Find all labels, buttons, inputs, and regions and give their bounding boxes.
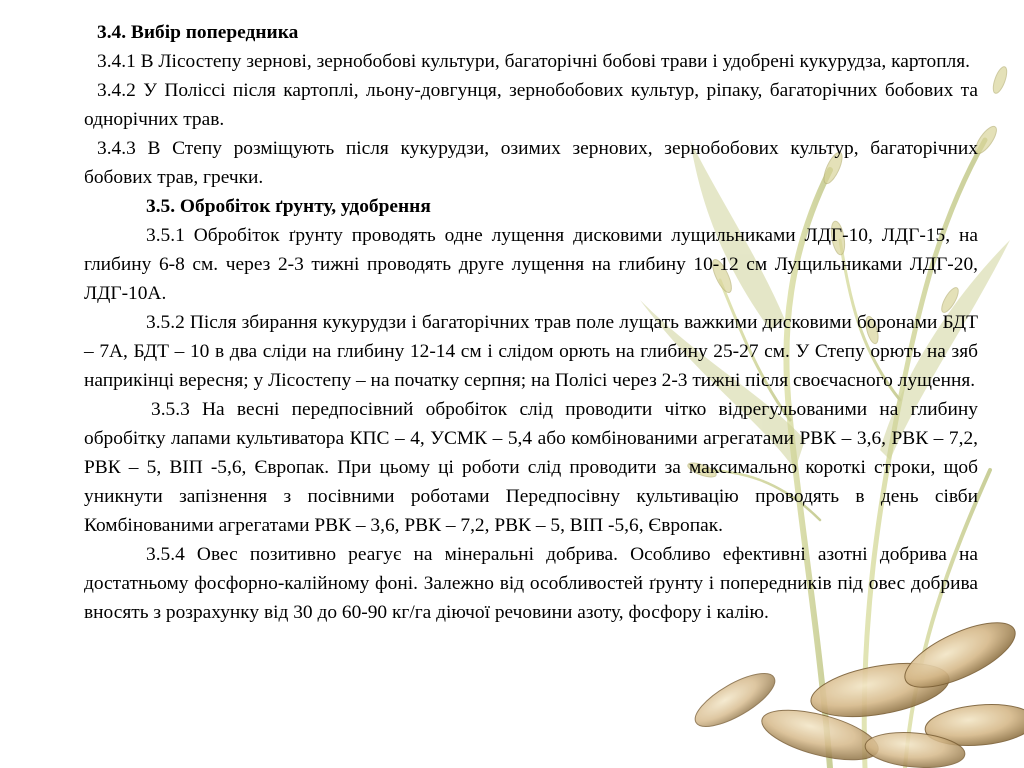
paragraph-3-5-2: 3.5.2 Після збирання кукурудзи і багаторічних трав поле лущать важкими дисковими боронами БДТ – 7А, БДТ – 10 в два сліди на глибину 12-14 см і слідом орють на глибину 25-27 см. У Степу орють на зяб наприкінці вересня; у Лісостепу – на початку серпня; на Полісі через 2-3 тижні після своєчасного лущення.	[84, 312, 978, 391]
section-heading-3-4: 3.4. Вибір попередника	[97, 22, 299, 43]
document-body	[84, 18, 978, 627]
paragraph-3-4-1: 3.4.1 В Лісостепу зернові, зернобобові культури, багаторічні бобові трави і удобрені кукурудза, картопля.	[97, 51, 971, 72]
paragraph-3-4-2: 3.4.2 У Поліссі після картоплі, льону-довгунця, зернобобових культур, ріпаку, багаторічних бобових та однорічних трав.	[84, 80, 978, 130]
section-heading-3-5: 3.5. Обробіток ґрунту, удобрення	[146, 196, 431, 217]
paragraph-3-5-3: 3.5.3 На весні передпосівний обробіток слід проводити чітко відрегульованими на глибину обробітку лапами культиватора КПС – 4, УСМК – 5,4 або комбінованими агрегатами РВК – 3,6, РВК – 7,2, РВК – 5, ВІП -5,6, Європак. При цьому ці роботи слід проводити за максимально короткі строки, щоб уникнути запізнення з посівними роботами Передпосівну культивацію проводять в день сівби Комбінованими агрегатами РВК – 3,6, РВК – 7,2, РВК – 5, ВІП -5,6, Європак.	[84, 399, 978, 536]
paragraph-3-5-1: 3.5.1 Обробіток ґрунту проводять одне лущення дисковими лущильниками ЛДГ-10, ЛДГ-15, на глибину 6-8 см. через 2-3 тижні проводять друге лущення на глибину 10-12 см Лущильниками ЛДГ-20, ЛДГ-10А.	[84, 225, 978, 304]
oat-grains	[688, 610, 1024, 768]
paragraph-3-4-3: 3.4.3 В Степу розміщують після кукурудзи, озимих зернових, зернобобових культур, багаторічних бобових трав, гречки.	[84, 138, 978, 188]
paragraph-3-5-4: 3.5.4 Овес позитивно реагує на мінеральні добрива. Особливо ефективні азотні добрива на достатньому фосфорно-калійному фоні. Залежно від особливостей ґрунту і попередників під овес добрива вносять з розрахунку від 30 до 60-90 кг/га діючої речовини азоту, фосфору і калію.	[84, 544, 978, 623]
